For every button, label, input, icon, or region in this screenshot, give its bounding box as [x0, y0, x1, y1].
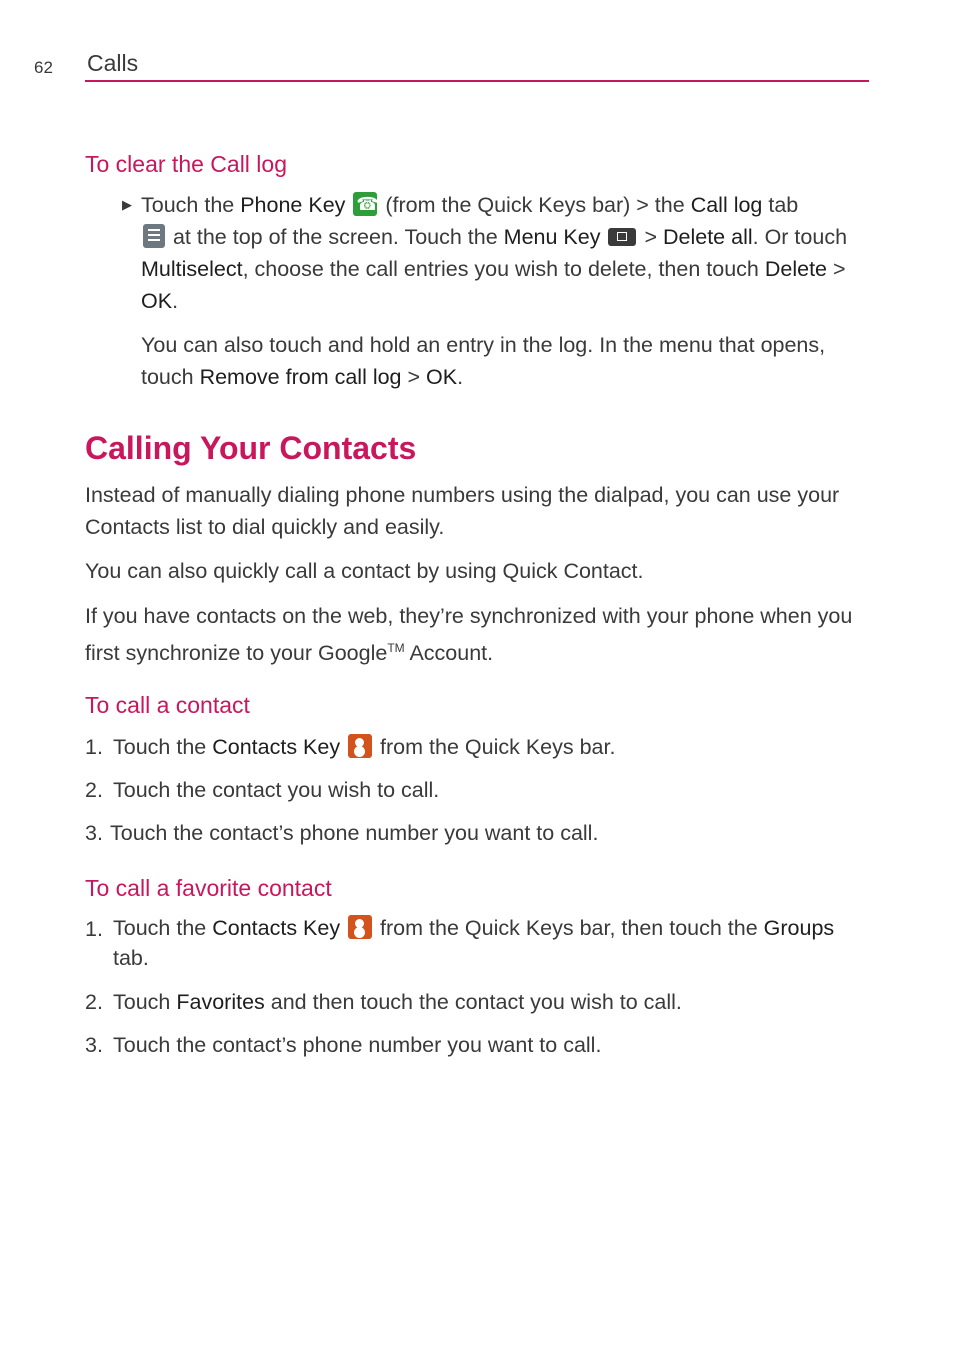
call-log-icon	[143, 224, 165, 248]
call-favorite-step-2: Touch Favorites and then touch the contact you wish to call.	[113, 990, 682, 1014]
web-contacts-paragraph: If you have contacts on the web, they’re synchronized with your phone when you first synchronize to your Google™ Account.	[85, 604, 853, 666]
bullet-arrow-icon: ▶	[122, 197, 132, 212]
step-number: 2.	[85, 778, 103, 802]
quick-contact-paragraph: You can also quickly call a contact by using Quick Contact.	[85, 559, 644, 583]
step-number: 3.	[85, 821, 103, 845]
phone-key-icon	[353, 192, 377, 216]
calling-contacts-title: Calling Your Contacts	[85, 430, 417, 466]
call-favorite-heading: To call a favorite contact	[85, 875, 332, 901]
step-number: 3.	[85, 1033, 103, 1057]
call-contact-step-2: Touch the contact you wish to call.	[113, 778, 440, 802]
call-favorite-step-1: Touch the Contacts Key from the Quick Keys bar, then touch the Groups tab.	[113, 916, 835, 970]
step-number: 2.	[85, 990, 103, 1014]
header-rule	[85, 80, 869, 82]
section-title: Calls	[87, 50, 139, 76]
clear-log-alternative: You can also touch and hold an entry in the log. In the menu that opens, touch Remove from call log > OK.	[141, 333, 826, 389]
contacts-key-icon	[348, 734, 372, 758]
step-number: 1.	[85, 735, 103, 759]
clear-log-instructions: Touch the Phone Key ☎ (from the Quick Keys bar) > the Call log tab at the top of the screen. Touch the Menu Key > Delete all. Or touch Multiselect, choose the call entries you wish to delete, then touch Delete > OK.	[141, 189, 881, 317]
page-number: 62	[34, 58, 53, 77]
call-favorite-step-3: Touch the contact’s phone number you want to call.	[113, 1033, 602, 1057]
call-contact-heading: To call a contact	[85, 692, 250, 718]
clear-call-log-heading: To clear the Call log	[85, 151, 287, 177]
contacts-key-icon	[348, 915, 372, 939]
step-number: 1.	[85, 917, 103, 941]
menu-key-icon	[608, 228, 636, 246]
calling-intro-paragraph: Instead of manually dialing phone numbers using the dialpad, you can use your Contacts list to dial quickly and easily.	[85, 483, 840, 539]
call-contact-step-1: Touch the Contacts Key from the Quick Keys bar.	[113, 735, 616, 759]
call-contact-step-3: Touch the contact’s phone number you want to call.	[110, 821, 599, 845]
